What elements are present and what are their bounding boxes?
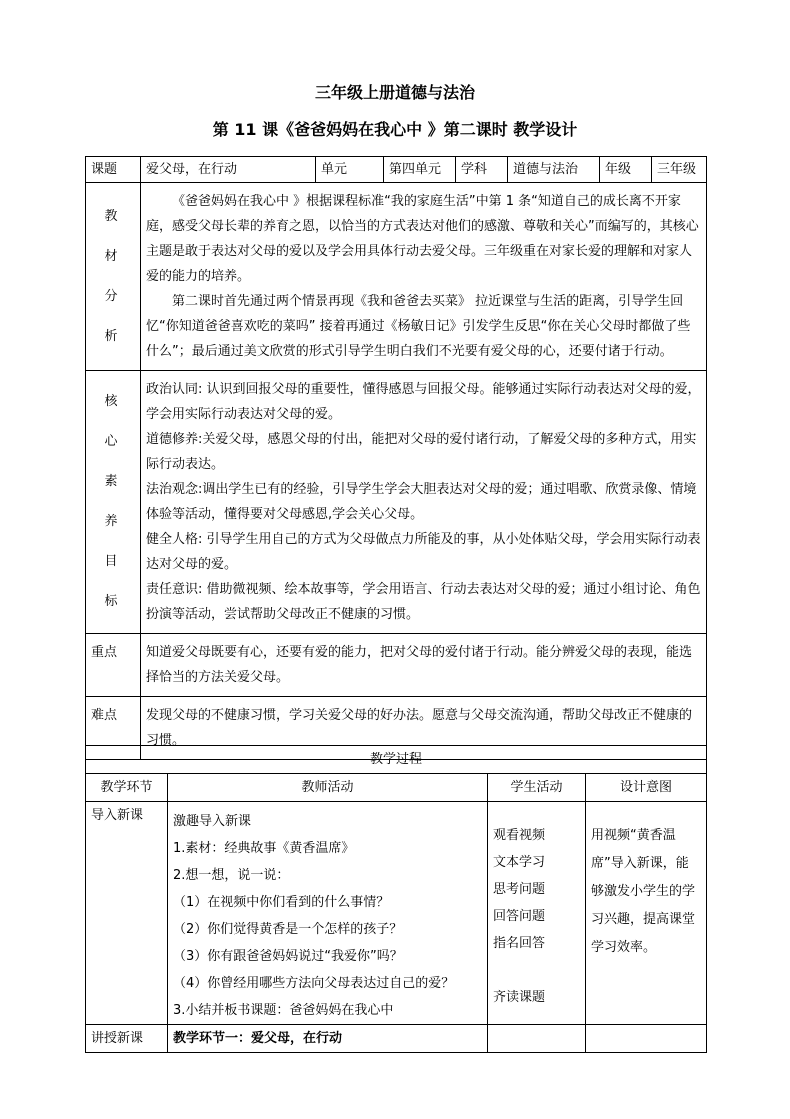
- subject-value: 道德与法治: [508, 157, 600, 183]
- key-point-label: 重点: [86, 634, 141, 697]
- header-student: 学生活动: [488, 774, 586, 802]
- key-point-text: 知道爱父母既要有心，还要有爱的能力，把对父母的爱付诸于行动。能分辨爱父母的表现，能选择恰当的方法关爱父母。: [141, 634, 707, 697]
- process-title-row: [86, 746, 707, 774]
- grade-label: 年级: [600, 157, 652, 183]
- student-line: [493, 957, 580, 984]
- intro-stage: 导入新课: [86, 802, 168, 1025]
- student-line: 回答问题: [493, 909, 546, 924]
- lesson-info-table: [85, 156, 707, 760]
- student-line: 思考问题: [493, 882, 546, 897]
- header-teacher: 教师活动: [168, 774, 488, 802]
- header-stage: 教学环节: [86, 774, 168, 802]
- teacher-line: （2）你们觉得黄香是一个怎样的孩子？: [173, 922, 403, 937]
- goals-label-line2: 素 养: [104, 474, 128, 529]
- intro-teacher: [168, 802, 488, 1025]
- info-row: [86, 157, 707, 183]
- analysis-paragraph-1: 《爸爸妈妈在我心中 》根据课程标准“我的家庭生活”中第 1 条“知道自己的成长离不开家庭，感受父母长辈的养育之恩，以恰当的方式表达对他们的感激、尊敬和关心”而编写的，其核心主题是敢于表达对父母的爱以及学会用具体行动去爱父母。三年级重在对家长爱的理解和对家人爱的能力的培养。: [146, 194, 699, 284]
- teacher-line: 2.想一想，说一说：: [173, 868, 290, 883]
- student-line: 观看视频: [493, 828, 546, 843]
- analysis-label: [86, 183, 141, 371]
- analysis-label-line1: 教 材: [104, 208, 128, 264]
- goals-label-line3: 目 标: [104, 554, 128, 609]
- new-stage: 讲授新课: [86, 1025, 168, 1053]
- teacher-line: 1.素材：经典故事《黄香温席》: [173, 841, 355, 856]
- difficulty-text: 发现父母的不健康习惯，学习关爱父母的好办法。愿意与父母交流沟通，帮助父母改正不健康的习惯。: [141, 697, 707, 760]
- analysis-row: [86, 183, 707, 371]
- goal-item: 责任意识: 借助微视频、绘本故事等，学会用语言、行动去表达对父母的爱；通过小组讨论、角色扮演等活动，尝试帮助父母改正不健康的习惯。: [146, 582, 701, 622]
- key-point-row: [86, 634, 707, 697]
- page-title: 三年级上册道德与法治: [314, 83, 475, 102]
- intro-student: [488, 802, 586, 1025]
- subject-label: 学科: [456, 157, 508, 183]
- new-intent: [586, 1025, 707, 1053]
- teacher-line: （1）在视频中你们看到的什么事情？: [173, 895, 390, 910]
- unit-label: 单元: [316, 157, 384, 183]
- goals-label: [86, 371, 141, 634]
- difficulty-label: 难点: [86, 697, 141, 760]
- intro-row: [86, 802, 707, 1025]
- process-title: 教学过程: [86, 746, 707, 774]
- process-header-row: [86, 774, 707, 802]
- header-intent: 设计意图: [586, 774, 707, 802]
- goal-item: 政治认同: 认识到回报父母的重要性，懂得感恩与回报父母。能够通过实际行动表达对父母的爱，学会用实际行动表达对父母的爱。: [146, 382, 701, 422]
- goal-item: 法治观念:调出学生已有的经验，引导学生学会大胆表达对父母的爱；通过唱歌、欣赏录像、情境体验等活动，懂得要对父母感恩,学会关心父母。: [146, 482, 697, 522]
- teacher-line: （4）你曾经用哪些方法向父母表达过自己的爱？: [173, 976, 455, 991]
- analysis-label-line2: 分 析: [104, 288, 128, 344]
- unit-value: 第四单元: [384, 157, 456, 183]
- teacher-line: 3.小结并板书课题：爸爸妈妈在我心中: [173, 1003, 394, 1018]
- grade-value: 三年级: [652, 157, 707, 183]
- goals-row: [86, 371, 707, 634]
- topic-label: 课题: [86, 157, 141, 183]
- intro-intent: 用视频“黄香温席”导入新课，能够激发小学生的学习兴趣，提高课堂学习效率。: [586, 802, 707, 1025]
- teacher-line: （3）你有跟爸爸妈妈说过“我爱你”吗？: [173, 949, 403, 964]
- goals-label-line1: 核 心: [104, 394, 128, 449]
- student-line: 指名回答: [493, 936, 546, 951]
- analysis-paragraph-2: 第二课时首先通过两个情景再现《我和爸爸去买菜》 拉近课堂与生活的距离，引导学生回忆“你知道爸爸喜欢吃的菜吗” 接着再通过《杨敏日记》引发学生反思“你在关心父母时都做了些什么”；最后通过美文欣赏的形式引导学生明白我们不光要有爱父母的心，还要付诸于行动。: [146, 294, 691, 359]
- lesson-title: 第 11 课《爸爸妈妈在我心中 》第二课时 教学设计: [212, 120, 578, 139]
- goal-item: 健全人格: 引导学生用自己的方式为父母做点力所能及的事，从小处体贴父母，学会用实际行动表达对父母的爱。: [146, 532, 701, 572]
- goals-content: [141, 371, 707, 634]
- analysis-content: [141, 183, 707, 371]
- student-line: 齐读课题: [493, 990, 546, 1005]
- new-student: [488, 1025, 586, 1053]
- topic-value: 爱父母，在行动: [141, 157, 316, 183]
- new-lesson-row: [86, 1025, 707, 1053]
- teaching-process-table: [85, 745, 707, 1053]
- student-line: 文本学习: [493, 855, 546, 870]
- goal-item: 道德修养:关爱父母，感恩父母的付出，能把对父母的爱付诸行动，了解爱父母的多种方式，用实际行动表达。: [146, 432, 697, 472]
- new-teacher: 教学环节一：爱父母，在行动: [168, 1025, 488, 1053]
- teacher-line: 激趣导入新课: [173, 814, 252, 829]
